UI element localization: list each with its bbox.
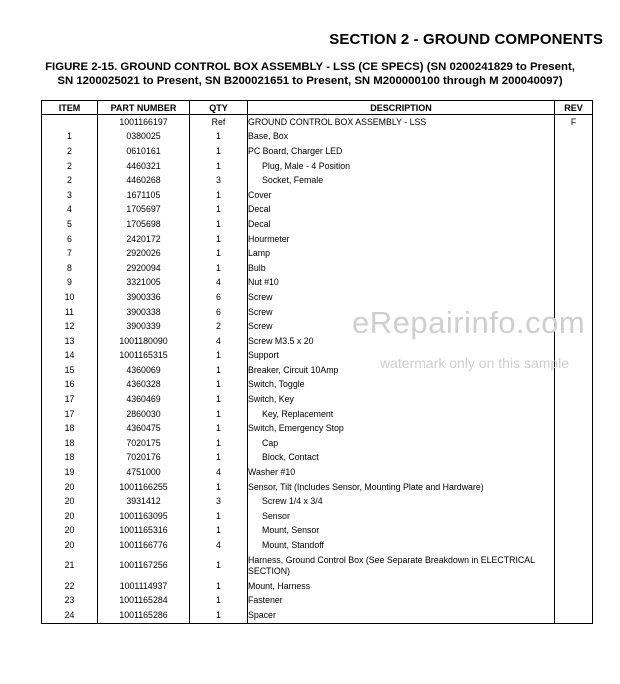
cell-description: Washer #10 (248, 465, 555, 480)
cell-part-number: 2920026 (98, 246, 190, 261)
cell-qty: 1 (190, 261, 248, 276)
table-row (42, 130, 593, 145)
table-row (42, 276, 593, 291)
table-row (42, 246, 593, 261)
table-row (42, 232, 593, 247)
cell-description: Cover (248, 188, 555, 203)
cell-part-number: 2860030 (98, 407, 190, 422)
cell-rev (555, 188, 593, 203)
table-row (42, 188, 593, 203)
table-row (42, 261, 593, 276)
table-row (42, 579, 593, 594)
cell-description: Mount, Harness (248, 579, 555, 594)
cell-rev (555, 480, 593, 495)
cell-qty: 1 (190, 524, 248, 539)
cell-qty: 1 (190, 451, 248, 466)
cell-item: 19 (42, 465, 98, 480)
cell-qty: 6 (190, 305, 248, 320)
cell-item: 21 (42, 553, 98, 579)
table-row (42, 144, 593, 159)
table-row (42, 480, 593, 495)
table-row (42, 451, 593, 466)
cell-rev (555, 553, 593, 579)
cell-qty: 1 (190, 203, 248, 218)
cell-description: Decal (248, 203, 555, 218)
table-row (42, 115, 593, 130)
cell-item: 20 (42, 494, 98, 509)
cell-part-number: 3321005 (98, 276, 190, 291)
cell-part-number: 1671105 (98, 188, 190, 203)
cell-part-number: 3900336 (98, 290, 190, 305)
cell-rev (555, 451, 593, 466)
cell-part-number: 1001114937 (98, 579, 190, 594)
cell-item: 23 (42, 593, 98, 608)
cell-rev: F (555, 115, 593, 130)
cell-qty: 2 (190, 319, 248, 334)
table-row (42, 407, 593, 422)
cell-qty: 4 (190, 465, 248, 480)
cell-qty: 1 (190, 480, 248, 495)
cell-rev (555, 579, 593, 594)
table-row (42, 509, 593, 524)
watermark-text: eRepairinfo.com (352, 305, 586, 340)
table-row (42, 593, 593, 608)
cell-qty: 1 (190, 509, 248, 524)
cell-part-number: 1001166197 (98, 115, 190, 130)
cell-qty: 1 (190, 579, 248, 594)
table-row (42, 538, 593, 553)
cell-description: Screw (248, 305, 555, 320)
figure-title (20, 60, 600, 88)
cell-item: 2 (42, 173, 98, 188)
cell-description: Switch, Key (248, 392, 555, 407)
cell-description: Fastener (248, 593, 555, 608)
cell-part-number: 1001166776 (98, 538, 190, 553)
cell-rev (555, 232, 593, 247)
cell-rev (555, 144, 593, 159)
cell-item: 11 (42, 305, 98, 320)
table-row (42, 203, 593, 218)
table-row (42, 421, 593, 436)
cell-part-number: 1001180090 (98, 334, 190, 349)
cell-description: Screw M3.5 x 20 (248, 334, 555, 349)
table-row (42, 290, 593, 305)
section-title: SECTION 2 - GROUND COMPONENTS (329, 31, 603, 48)
cell-description: Screw (248, 290, 555, 305)
cell-item: 3 (42, 188, 98, 203)
cell-description: Block, Contact (248, 451, 555, 466)
cell-qty: 1 (190, 363, 248, 378)
cell-item: 20 (42, 524, 98, 539)
cell-qty: 1 (190, 553, 248, 579)
cell-description: Mount, Standoff (248, 538, 555, 553)
cell-item: 9 (42, 276, 98, 291)
cell-rev (555, 290, 593, 305)
table-row (42, 436, 593, 451)
cell-part-number: 1001165286 (98, 608, 190, 623)
cell-part-number: 1001165284 (98, 593, 190, 608)
cell-part-number: 0610161 (98, 144, 190, 159)
cell-item: 16 (42, 378, 98, 393)
cell-description: Bulb (248, 261, 555, 276)
header-part-number: PART NUMBER (98, 101, 190, 115)
cell-description: Sensor (248, 509, 555, 524)
cell-item: 12 (42, 319, 98, 334)
cell-rev (555, 494, 593, 509)
table-row (42, 465, 593, 480)
table-row (42, 494, 593, 509)
cell-rev (555, 465, 593, 480)
cell-qty: 1 (190, 407, 248, 422)
header-item: ITEM (42, 101, 98, 115)
cell-part-number: 4460268 (98, 173, 190, 188)
watermark-subtext: watermark only on this sample (380, 355, 570, 371)
cell-part-number: 4360469 (98, 392, 190, 407)
cell-part-number: 0380025 (98, 130, 190, 145)
cell-qty: 3 (190, 494, 248, 509)
cell-part-number: 1001165316 (98, 524, 190, 539)
table-row (42, 173, 593, 188)
cell-item: 6 (42, 232, 98, 247)
cell-rev (555, 407, 593, 422)
cell-item: 2 (42, 159, 98, 174)
cell-rev (555, 276, 593, 291)
cell-rev (555, 261, 593, 276)
cell-part-number: 4360475 (98, 421, 190, 436)
cell-description: Harness, Ground Control Box (See Separate Breakdown in ELECTRICAL SECTION) (248, 553, 555, 579)
cell-part-number: 4751000 (98, 465, 190, 480)
cell-description: Switch, Emergency Stop (248, 421, 555, 436)
cell-description: Hourmeter (248, 232, 555, 247)
cell-qty: 3 (190, 173, 248, 188)
cell-item: 15 (42, 363, 98, 378)
cell-item: 7 (42, 246, 98, 261)
cell-item: 8 (42, 261, 98, 276)
cell-item: 20 (42, 480, 98, 495)
table-row (42, 217, 593, 232)
cell-description: Nut #10 (248, 276, 555, 291)
cell-qty: 1 (190, 349, 248, 364)
cell-rev (555, 608, 593, 623)
cell-rev (555, 217, 593, 232)
cell-item: 17 (42, 407, 98, 422)
cell-item: 22 (42, 579, 98, 594)
table-row (42, 392, 593, 407)
cell-part-number: 1001165315 (98, 349, 190, 364)
cell-description: Socket, Female (248, 173, 555, 188)
cell-description: Spacer (248, 608, 555, 623)
figure-title-line-1: FIGURE 2-15. GROUND CONTROL BOX ASSEMBLY - LSS (CE SPECS) (SN 0200241829 to Present, (45, 61, 575, 73)
cell-qty: 1 (190, 130, 248, 145)
table-row (42, 159, 593, 174)
cell-description: PC Board, Charger LED (248, 144, 555, 159)
cell-part-number: 3900338 (98, 305, 190, 320)
cell-qty: Ref (190, 115, 248, 130)
header-description: DESCRIPTION (248, 101, 555, 115)
cell-description: Switch, Toggle (248, 378, 555, 393)
cell-rev (555, 593, 593, 608)
cell-description: GROUND CONTROL BOX ASSEMBLY - LSS (248, 115, 555, 130)
cell-part-number: 1705697 (98, 203, 190, 218)
cell-item: 13 (42, 334, 98, 349)
cell-description: Lamp (248, 246, 555, 261)
cell-description: Cap (248, 436, 555, 451)
cell-item: 10 (42, 290, 98, 305)
cell-description: Mount, Sensor (248, 524, 555, 539)
cell-description: Sensor, Tilt (Includes Sensor, Mounting Plate and Hardware) (248, 480, 555, 495)
cell-part-number: 3900339 (98, 319, 190, 334)
cell-item: 24 (42, 608, 98, 623)
cell-rev (555, 130, 593, 145)
cell-item: 20 (42, 538, 98, 553)
cell-part-number: 1705698 (98, 217, 190, 232)
cell-part-number: 7020176 (98, 451, 190, 466)
cell-qty: 1 (190, 232, 248, 247)
cell-qty: 4 (190, 538, 248, 553)
cell-qty: 1 (190, 144, 248, 159)
table-row (42, 378, 593, 393)
cell-qty: 1 (190, 593, 248, 608)
cell-rev (555, 524, 593, 539)
cell-description: Screw (248, 319, 555, 334)
cell-rev (555, 203, 593, 218)
cell-qty: 4 (190, 276, 248, 291)
figure-title-line-2: SN 1200025021 to Present, SN B200021651 to Present, SN M200000100 through M 200040097) (57, 75, 563, 87)
cell-part-number: 4460321 (98, 159, 190, 174)
cell-item: 18 (42, 436, 98, 451)
cell-item: 18 (42, 421, 98, 436)
cell-qty: 6 (190, 290, 248, 305)
table-row (42, 553, 593, 579)
table-row (42, 524, 593, 539)
cell-item: 2 (42, 144, 98, 159)
cell-qty: 1 (190, 246, 248, 261)
cell-rev (555, 246, 593, 261)
cell-qty: 1 (190, 217, 248, 232)
cell-rev (555, 538, 593, 553)
cell-part-number: 2920094 (98, 261, 190, 276)
cell-part-number: 7020175 (98, 436, 190, 451)
cell-item: 5 (42, 217, 98, 232)
cell-qty: 1 (190, 392, 248, 407)
cell-qty: 4 (190, 334, 248, 349)
cell-part-number: 1001167256 (98, 553, 190, 579)
cell-description: Plug, Male - 4 Position (248, 159, 555, 174)
header-qty: QTY (190, 101, 248, 115)
cell-rev (555, 159, 593, 174)
cell-qty: 1 (190, 159, 248, 174)
cell-rev (555, 378, 593, 393)
header-rev: REV (555, 101, 593, 115)
cell-description: Screw 1/4 x 3/4 (248, 494, 555, 509)
table-row (42, 608, 593, 623)
cell-item: 20 (42, 509, 98, 524)
cell-rev (555, 509, 593, 524)
cell-qty: 1 (190, 378, 248, 393)
cell-rev (555, 173, 593, 188)
cell-item (42, 115, 98, 130)
cell-part-number: 2420172 (98, 232, 190, 247)
cell-qty: 1 (190, 188, 248, 203)
cell-qty: 1 (190, 436, 248, 451)
cell-part-number: 1001163095 (98, 509, 190, 524)
cell-item: 17 (42, 392, 98, 407)
cell-item: 4 (42, 203, 98, 218)
cell-rev (555, 436, 593, 451)
cell-description: Key, Replacement (248, 407, 555, 422)
cell-part-number: 4360069 (98, 363, 190, 378)
cell-qty: 1 (190, 421, 248, 436)
cell-part-number: 3931412 (98, 494, 190, 509)
cell-description: Support (248, 349, 555, 364)
cell-item: 1 (42, 130, 98, 145)
cell-rev (555, 392, 593, 407)
cell-rev (555, 421, 593, 436)
cell-part-number: 1001166255 (98, 480, 190, 495)
cell-part-number: 4360328 (98, 378, 190, 393)
cell-description: Breaker, Circuit 10Amp (248, 363, 555, 378)
cell-item: 18 (42, 451, 98, 466)
cell-qty: 1 (190, 608, 248, 623)
cell-item: 14 (42, 349, 98, 364)
cell-description: Decal (248, 217, 555, 232)
table-header-row (42, 101, 593, 115)
cell-description: Base, Box (248, 130, 555, 145)
